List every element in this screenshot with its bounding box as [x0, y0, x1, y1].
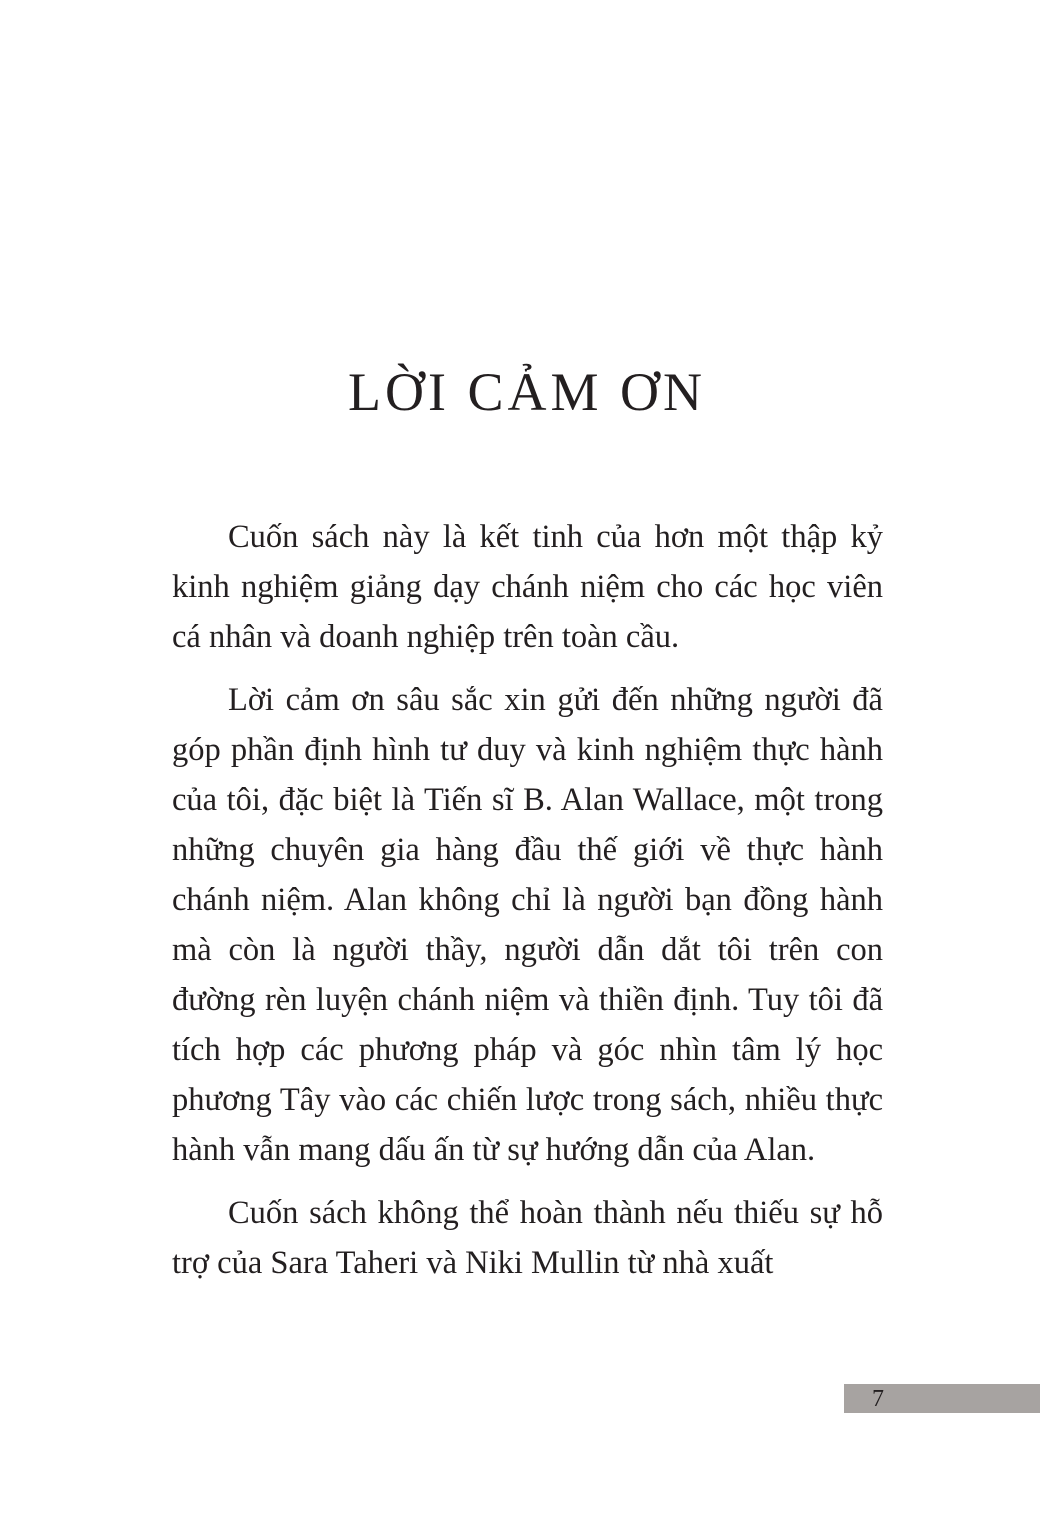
paragraph-1: Cuốn sách này là kết tinh của hơn một thập kỷ kinh nghiệm giảng dạy chánh niệm cho các học viên cá nhân và doanh nghiệp trên toàn cầu.: [172, 519, 883, 655]
page-number-bar: [844, 1384, 1040, 1413]
paragraph-3: Cuốn sách không thể hoàn thành nếu thiếu sự hỗ trợ của Sara Taheri và Niki Mullin từ nhà xuất: [172, 1195, 883, 1281]
paragraph-2: Lời cảm ơn sâu sắc xin gửi đến những người đã góp phần định hình tư duy và kinh nghiệm thực hành của tôi, đặc biệt là Tiến sĩ B. Alan Wallace, một trong những chuyên gia hàng đầu thế giới về thực hành chánh niệm. Alan không chỉ là người bạn đồng hành mà còn là người thầy, người dẫn dắt tôi trên con đường rèn luyện chánh niệm và thiền định. Tuy tôi đã tích hợp các phương pháp và góc nhìn tâm lý học phương Tây vào các chiến lược trong sách, nhiều thực hành vẫn mang dấu ấn từ sự hướng dẫn của Alan.: [172, 682, 883, 1168]
body-text: [172, 512, 883, 1301]
page-title: LỜI CẢM ƠN: [348, 362, 706, 422]
page-number: 7: [872, 1386, 884, 1412]
